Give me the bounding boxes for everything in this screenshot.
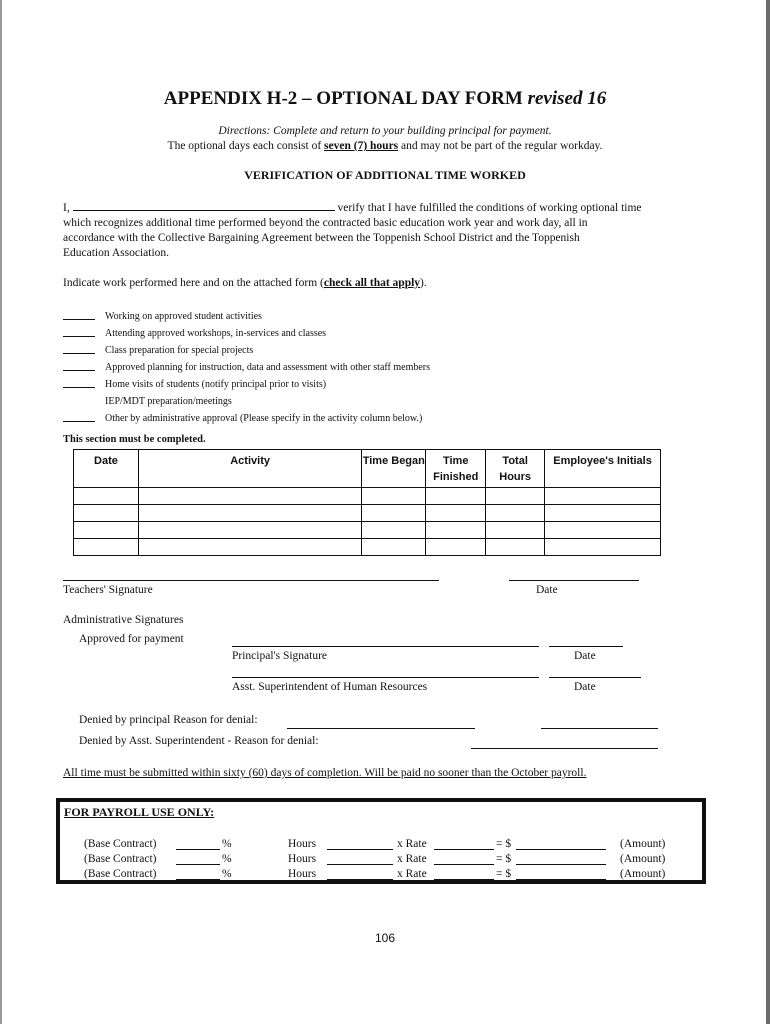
checklist-label: Working on approved student activities — [105, 311, 262, 322]
amount-label: (Amount) — [620, 838, 666, 850]
indicate-suffix: ). — [420, 277, 427, 289]
percent-sign: % — [222, 838, 232, 850]
table-row — [74, 522, 661, 539]
asst-superintendent-signature-line[interactable] — [232, 677, 539, 678]
table-cell[interactable] — [486, 488, 545, 505]
verification-line4: Education Association. — [63, 247, 170, 259]
header-date: Date — [74, 450, 139, 488]
rate-field[interactable] — [434, 867, 494, 880]
work-checklist — [63, 308, 430, 427]
base-contract-label: (Base Contract) — [84, 853, 157, 865]
table-cell[interactable] — [74, 505, 139, 522]
table-cell[interactable] — [74, 539, 139, 556]
table-cell[interactable] — [426, 505, 486, 522]
check-blank[interactable] — [63, 342, 95, 354]
table-cell[interactable] — [486, 522, 545, 539]
verification-paragraph — [63, 199, 713, 261]
percent-field[interactable] — [176, 867, 220, 880]
table-row — [74, 505, 661, 522]
table-cell[interactable] — [545, 505, 661, 522]
rate-label: x Rate — [397, 838, 427, 850]
teacher-date-line[interactable] — [509, 580, 639, 581]
form-title — [0, 88, 770, 110]
table-cell[interactable] — [486, 539, 545, 556]
teacher-date-label: Date — [536, 584, 558, 596]
checklist-item — [63, 308, 430, 325]
header-activity: Activity — [138, 450, 361, 488]
title-revised: revised 16 — [527, 88, 607, 109]
table-cell[interactable] — [138, 522, 361, 539]
table-cell[interactable] — [74, 488, 139, 505]
checklist-label: Approved planning for instruction, data and assessment with other staff members — [105, 362, 431, 373]
table-cell[interactable] — [545, 522, 661, 539]
asst-date-label: Date — [574, 681, 596, 693]
verification-line2: which recognizes additional time performed beyond the contracted basic education work year and work day, all in — [63, 217, 588, 229]
checklist-item — [63, 376, 430, 393]
table-cell[interactable] — [362, 539, 426, 556]
percent-sign: % — [222, 868, 232, 880]
principal-date-line[interactable] — [549, 646, 623, 647]
submission-note: All time must be submitted within sixty (60) days of completion. Will be paid no sooner than the October payroll. — [63, 767, 587, 779]
table-cell[interactable] — [362, 488, 426, 505]
percent-field[interactable] — [176, 852, 220, 865]
optional-days-note — [0, 140, 770, 152]
time-log-table — [73, 449, 661, 556]
table-cell[interactable] — [138, 539, 361, 556]
payroll-box — [56, 798, 706, 884]
checklist-item — [63, 359, 430, 376]
checklist-item — [63, 342, 430, 359]
indicate-bold: check all that apply — [323, 277, 421, 289]
checklist-label: Home visits of students (notify principal prior to visits) — [105, 379, 327, 390]
rate-label: x Rate — [397, 853, 427, 865]
asst-date-line[interactable] — [549, 677, 641, 678]
verification-line1: verify that I have fulfilled the conditions of working optional time — [337, 202, 642, 214]
table-cell[interactable] — [138, 505, 361, 522]
checklist-label: IEP/MDT preparation/meetings — [105, 396, 232, 407]
note-suffix: and may not be part of the regular workday. — [401, 140, 603, 152]
directions-text: Directions: Complete and return to your building principal for payment. — [218, 125, 552, 137]
check-blank[interactable] — [63, 325, 95, 337]
equals-dollar: = $ — [496, 838, 512, 850]
table-header-row — [74, 450, 661, 488]
table-cell[interactable] — [74, 522, 139, 539]
checklist-label: Attending approved workshops, in-services and classes — [105, 328, 327, 339]
page-number: 106 — [374, 931, 396, 945]
table-cell[interactable] — [426, 488, 486, 505]
table-cell[interactable] — [362, 505, 426, 522]
scan-edge-right — [766, 0, 770, 1024]
denied-asst-label: Denied by Asst. Superintendent - Reason for denial: — [79, 735, 319, 747]
percent-field[interactable] — [176, 837, 220, 850]
amount-field[interactable] — [516, 837, 606, 850]
amount-label: (Amount) — [620, 868, 666, 880]
verification-heading: VERIFICATION OF ADDITIONAL TIME WORKED — [244, 168, 526, 182]
table-cell[interactable] — [486, 505, 545, 522]
check-blank[interactable] — [63, 393, 95, 405]
denied-principal-reason-line[interactable] — [287, 728, 475, 729]
header-total-hours: Total Hours — [486, 450, 545, 488]
amount-field[interactable] — [516, 852, 606, 865]
note-prefix: The optional days each consist of — [167, 140, 322, 152]
principal-date-label: Date — [574, 650, 596, 662]
header-time-finished: Time Finished — [426, 450, 486, 488]
rate-field[interactable] — [434, 837, 494, 850]
admin-signatures-heading: Administrative Signatures — [63, 614, 184, 626]
hours-field[interactable] — [327, 837, 393, 850]
table-cell[interactable] — [426, 522, 486, 539]
indicate-instruction — [63, 276, 713, 291]
table-cell[interactable] — [545, 488, 661, 505]
teacher-signature-line[interactable] — [63, 580, 439, 581]
verification-line3: accordance with the Collective Bargaining Agreement between the Toppenish School District and the Toppenish — [63, 232, 580, 244]
note-hours: seven (7) hours — [324, 140, 399, 152]
indicate-prefix: Indicate work performed here and on the attached form ( — [63, 277, 324, 289]
employee-name-field[interactable] — [73, 199, 335, 211]
amount-field[interactable] — [516, 867, 606, 880]
check-blank[interactable] — [63, 359, 95, 371]
checklist-item — [63, 325, 430, 342]
check-blank[interactable] — [63, 410, 95, 422]
checklist-label: Other by administrative approval (Please specify in the activity column below.) — [105, 413, 423, 424]
table-row — [74, 488, 661, 505]
base-contract-label: (Base Contract) — [84, 868, 157, 880]
teacher-signature-label: Teachers' Signature — [63, 584, 153, 596]
header-time-began: Time Began — [362, 450, 426, 488]
principal-signature-label: Principal's Signature — [232, 650, 328, 662]
checklist-item — [63, 393, 430, 410]
amount-label: (Amount) — [620, 853, 666, 865]
title-main: APPENDIX H-2 – OPTIONAL DAY FORM — [163, 88, 523, 109]
payroll-heading: FOR PAYROLL USE ONLY: — [64, 805, 215, 819]
base-contract-label: (Base Contract) — [84, 838, 157, 850]
table-row — [74, 539, 661, 556]
table-cell[interactable] — [138, 488, 361, 505]
verification-lead: I, — [63, 202, 70, 214]
must-complete-note: This section must be completed. — [63, 434, 206, 445]
equals-dollar: = $ — [496, 853, 512, 865]
hours-label: Hours — [288, 853, 317, 865]
checklist-item — [63, 410, 430, 427]
hours-label: Hours — [288, 838, 317, 850]
percent-sign: % — [222, 853, 232, 865]
checklist-label: Class preparation for special projects — [105, 345, 254, 356]
table-cell[interactable] — [545, 539, 661, 556]
table-cell[interactable] — [426, 539, 486, 556]
header-employee-initials: Employee's Initials — [545, 450, 661, 488]
rate-field[interactable] — [434, 852, 494, 865]
rate-label: x Rate — [397, 868, 427, 880]
denied-principal-extra-line[interactable] — [541, 728, 658, 729]
hours-field[interactable] — [327, 852, 393, 865]
asst-superintendent-label: Asst. Superintendent of Human Resources — [232, 681, 428, 693]
hours-label: Hours — [288, 868, 317, 880]
equals-dollar: = $ — [496, 868, 512, 880]
table-cell[interactable] — [362, 522, 426, 539]
denied-asst-reason-line[interactable] — [471, 748, 658, 749]
hours-field[interactable] — [327, 867, 393, 880]
denied-principal-label: Denied by principal Reason for denial: — [79, 714, 258, 726]
principal-signature-line[interactable] — [232, 646, 539, 647]
check-blank[interactable] — [63, 308, 95, 320]
approved-for-payment-label: Approved for payment — [79, 633, 184, 645]
scan-edge-left — [0, 0, 2, 1024]
check-blank[interactable] — [63, 376, 95, 388]
